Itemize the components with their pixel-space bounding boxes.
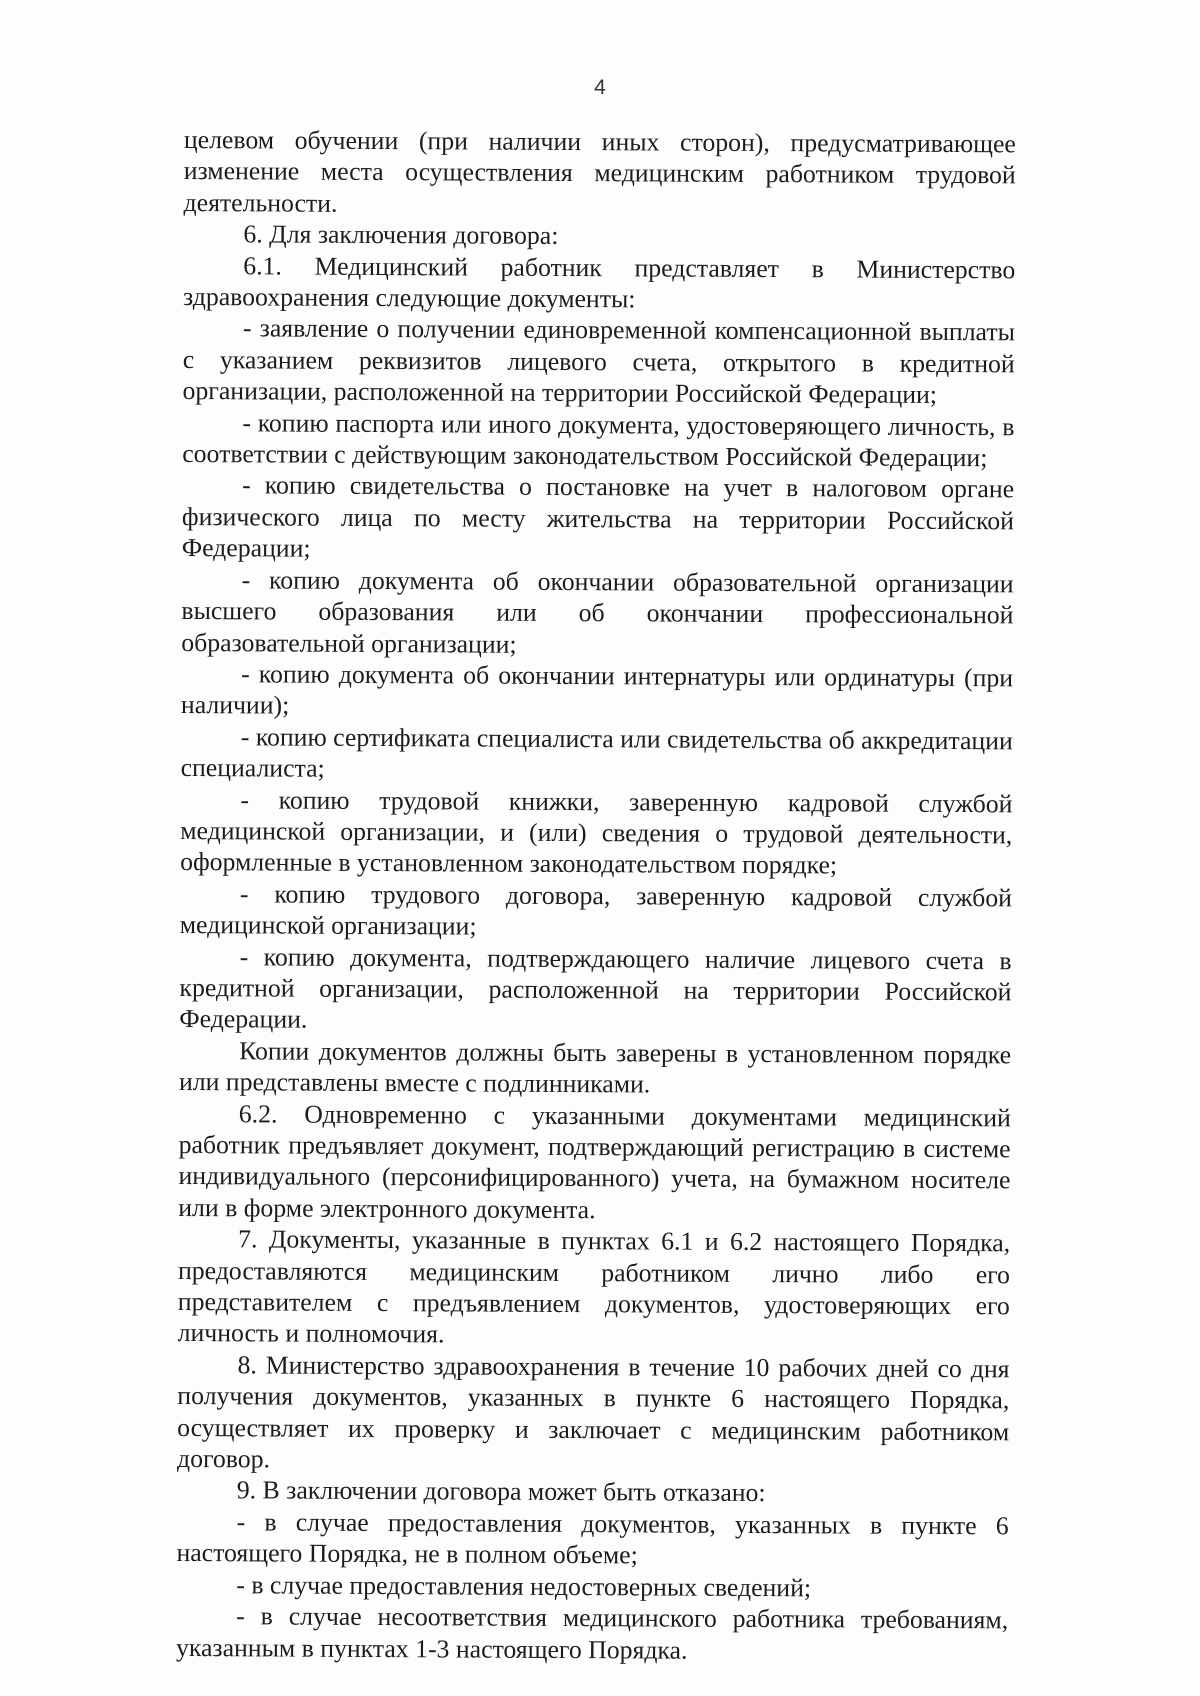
list-item: - копию документа, подтверждающего наличие лицевого счета в кредитной организации, расположенной на территории Российской Федерации. [179, 941, 1012, 1035]
paragraph: 7. Документы, указанные в пунктах 6.1 и 6.2 настоящего Порядка, предоставляются медицинским работником лично либо его представителем с предъявлением документов, удостоверяющих его личность и полномочия. [177, 1224, 1011, 1349]
list-item: - в случае несоответствия медицинского работника требованиям, указанным в пунктах 1-3 настоящего Порядка. [175, 1601, 1009, 1665]
paragraph: 8. Министерство здравоохранения в течение 10 рабочих дней со дня получения документов, указанных в пункте 6 настоящего Порядка, осуществляет их проверку и заключает с медицинским работником договор. [176, 1350, 1010, 1474]
list-item: - заявление о получении единовременной компенсационной выплаты с указанием реквизитов лицевого счета, открытого в кредитной организации, расположенной на территории Российской Федерации; [182, 313, 1015, 410]
paragraph: 6.2. Одновременно с указанными документами медицинский работник предъявляет документ, подтверждающий регистрацию в системе индивидуального (персонифицированного) учета, на бумажном носителе или в форме электронного документа. [178, 1098, 1011, 1224]
list-item: - копию документа об окончании интернатуры или ординатуры (при наличии); [180, 659, 1014, 720]
paragraph: целевом обучении (при наличии иных сторон), предусматривающее изменение места осуществления медицинским работником трудовой деятельности. [183, 124, 1016, 218]
page-number: 4 [594, 76, 606, 99]
paragraph: Копии документов должны быть заверены в установленном порядке или представлены вместе с подлинниками. [178, 1036, 1012, 1099]
list-item: - копию свидетельства о постановке на учет в налоговом органе физического лица по месту жительства на территории Российской Федерации; [181, 470, 1015, 563]
paragraph: 6. Для заключения договора: [243, 219, 559, 251]
list-item: - копию паспорта или иного документа, удостоверяющего личность, в соответствии с действующим законодательством Российской Федерации; [182, 407, 1015, 473]
paragraph: 6.1. Медицинский работник представляет в Министерство здравоохранения следующие документы: [183, 250, 1016, 314]
list-item: - копию документа об окончании образовательной организации высшего образования или об окончании профессиональной образовательной организации; [181, 564, 1014, 659]
document-body [176, 124, 1016, 1667]
list-item: - копию трудовой книжки, заверенную кадровой службой медицинской организации, и (или) сведения о трудовой деятельности, оформленные в установленном законодательством порядке; [180, 784, 1013, 880]
list-item: - копию трудового договора, заверенную кадровой службой медицинской организации; [179, 879, 1013, 941]
list-item: - в случае предоставления документов, указанных в пункте 6 настоящего Порядка, не в полном объеме; [176, 1507, 1009, 1570]
list-item: - копию сертификата специалиста или свидетельства об аккредитации специалиста; [180, 722, 1013, 783]
list-item: - в случае предоставления недостоверных сведений; [236, 1569, 812, 1602]
paragraph: 9. В заключении договора может быть отказано: [236, 1475, 766, 1508]
